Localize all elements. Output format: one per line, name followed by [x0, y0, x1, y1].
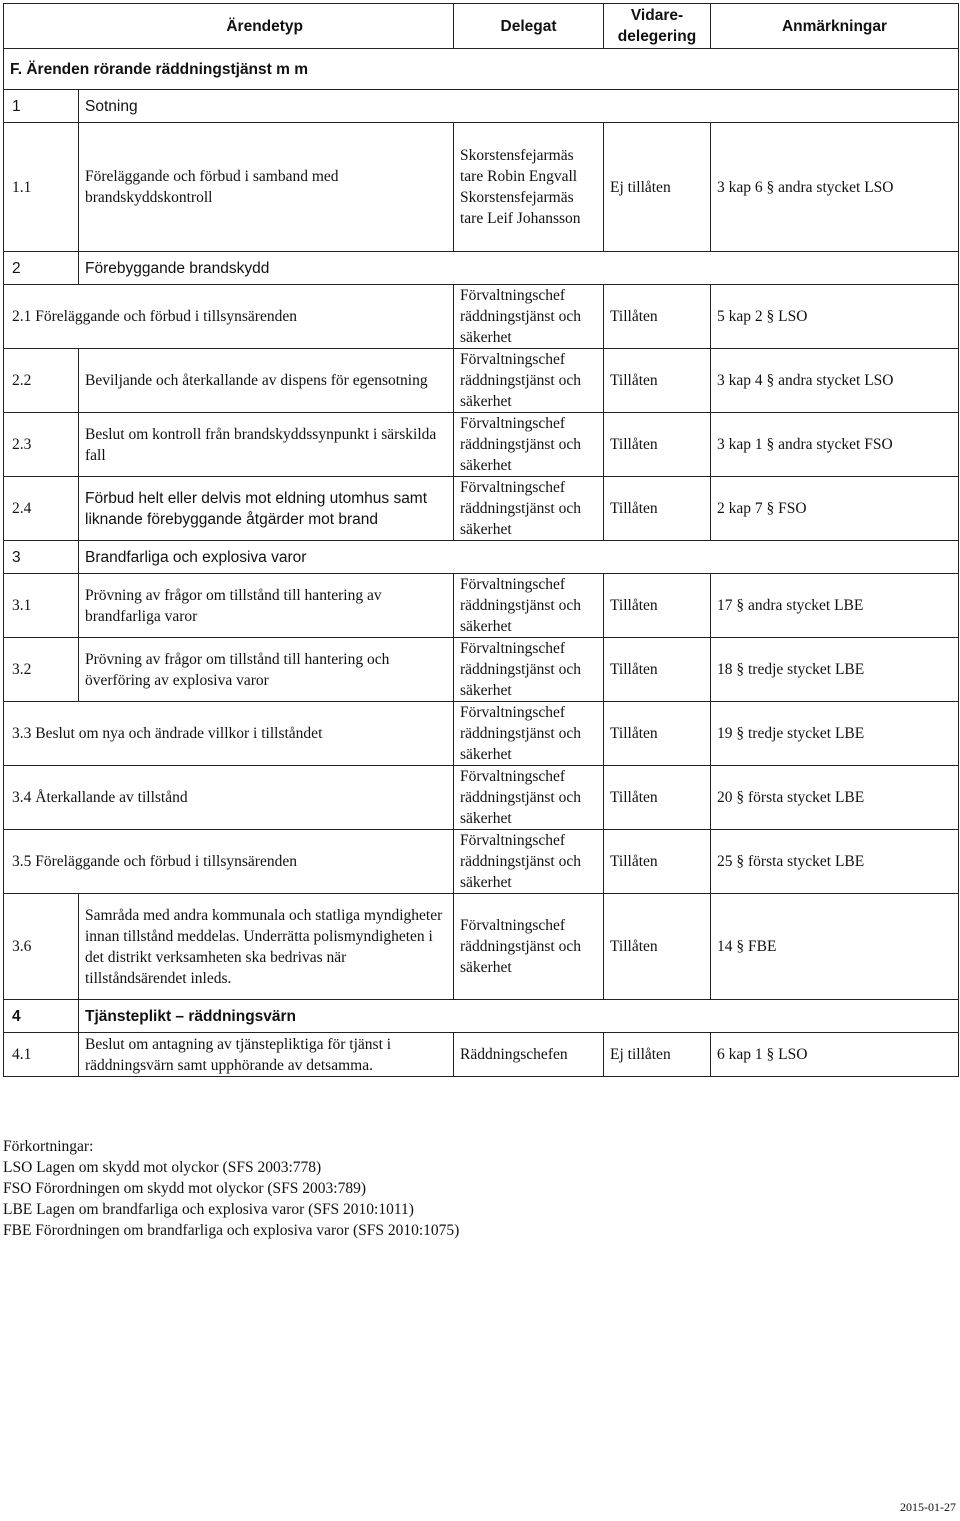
row-vidaredelegering: Tillåten — [604, 702, 711, 766]
table-row — [4, 574, 959, 638]
abbreviation-line: FSO Förordningen om skydd mot olyckor (SFS 2003:789) — [3, 1180, 366, 1197]
row-number: 3.3 — [12, 725, 32, 742]
row-vidaredelegering: Ej tillåten — [604, 1033, 711, 1077]
row-vidaredelegering: Ej tillåten — [604, 123, 711, 252]
page-title: F. Ärenden rörande räddningstjänst m m — [4, 49, 959, 90]
table-row — [4, 477, 959, 541]
row-delegat: Förvaltningschef räddningstjänst och säkerhet — [454, 413, 604, 477]
title-row — [4, 49, 959, 90]
row-delegat: Skorstensfejarmäs tare Robin Engvall Skorstensfejarmäs tare Leif Johansson — [454, 123, 604, 252]
row-description: Beslut om kontroll från brandskyddssynpunkt i särskilda fall — [79, 413, 454, 477]
row-anmarkning: 14 § FBE — [711, 894, 959, 1000]
header-arendetyp: Ärendetyp — [4, 4, 454, 49]
abbreviations — [3, 1136, 459, 1241]
table-row — [4, 830, 959, 894]
delegation-table — [3, 3, 959, 1077]
abbreviations-heading: Förkortningar: — [3, 1138, 94, 1155]
header-vidaredelegering: Vidare- delegering — [604, 4, 711, 49]
section-row — [4, 252, 959, 285]
row-anmarkning: 20 § första stycket LBE — [711, 766, 959, 830]
document-date: 2015-01-27 — [900, 1500, 956, 1514]
row-anmarkning: 18 § tredje stycket LBE — [711, 638, 959, 702]
table-row — [4, 413, 959, 477]
section-label: Brandfarliga och explosiva varor — [79, 541, 959, 574]
row-number: 4.1 — [4, 1033, 79, 1077]
row-delegat: Förvaltningschef räddningstjänst och säkerhet — [454, 702, 604, 766]
row-vidaredelegering: Tillåten — [604, 285, 711, 349]
section-number: 1 — [4, 90, 79, 123]
row-vidaredelegering: Tillåten — [604, 349, 711, 413]
section-row — [4, 90, 959, 123]
section-label: Sotning — [79, 90, 959, 123]
row-vidaredelegering: Tillåten — [604, 574, 711, 638]
row-number: 2.3 — [4, 413, 79, 477]
row-description: 3.3 Beslut om nya och ändrade villkor i tillståndet — [4, 702, 454, 766]
table-row — [4, 702, 959, 766]
table-row — [4, 349, 959, 413]
row-delegat: Förvaltningschef räddningstjänst och säkerhet — [454, 830, 604, 894]
row-description: Prövning av frågor om tillstånd till hantering av brandfarliga varor — [79, 574, 454, 638]
row-vidaredelegering: Tillåten — [604, 830, 711, 894]
section-number: 4 — [4, 1000, 79, 1033]
row-anmarkning: 17 § andra stycket LBE — [711, 574, 959, 638]
row-description: Beviljande och återkallande av dispens för egensotning — [79, 349, 454, 413]
row-anmarkning: 3 kap 1 § andra stycket FSO — [711, 413, 959, 477]
abbreviation-line: LBE Lagen om brandfarliga och explosiva varor (SFS 2010:1011) — [3, 1201, 414, 1218]
row-number: 3.4 — [12, 789, 32, 806]
row-delegat: Förvaltningschef räddningstjänst och säkerhet — [454, 285, 604, 349]
row-anmarkning: 2 kap 7 § FSO — [711, 477, 959, 541]
section-row — [4, 1000, 959, 1033]
section-row — [4, 541, 959, 574]
row-number: 3.2 — [4, 638, 79, 702]
section-number: 2 — [4, 252, 79, 285]
row-vidaredelegering: Tillåten — [604, 477, 711, 541]
row-delegat: Förvaltningschef räddningstjänst och säkerhet — [454, 638, 604, 702]
row-number: 3.6 — [4, 894, 79, 1000]
table-row — [4, 123, 959, 252]
abbreviation-line: FBE Förordningen om brandfarliga och explosiva varor (SFS 2010:1075) — [3, 1222, 460, 1239]
row-description: Förbud helt eller delvis mot eldning utomhus samt liknande förebyggande åtgärder mot brand — [79, 477, 454, 541]
row-anmarkning: 25 § första stycket LBE — [711, 830, 959, 894]
header-row — [4, 4, 959, 49]
row-anmarkning: 6 kap 1 § LSO — [711, 1033, 959, 1077]
table-row — [4, 766, 959, 830]
table-row — [4, 638, 959, 702]
section-number: 3 — [4, 541, 79, 574]
row-number: 2.4 — [4, 477, 79, 541]
row-vidaredelegering: Tillåten — [604, 638, 711, 702]
row-number: 1.1 — [4, 123, 79, 252]
row-description: 3.5 Föreläggande och förbud i tillsynsärenden — [4, 830, 454, 894]
row-delegat: Förvaltningschef räddningstjänst och säkerhet — [454, 574, 604, 638]
row-description: Prövning av frågor om tillstånd till hantering och överföring av explosiva varor — [79, 638, 454, 702]
row-anmarkning: 19 § tredje stycket LBE — [711, 702, 959, 766]
section-label: Tjänsteplikt – räddningsvärn — [79, 1000, 959, 1033]
table-row — [4, 894, 959, 1000]
row-description: Föreläggande och förbud i samband med brandskyddskontroll — [79, 123, 454, 252]
abbreviation-line: LSO Lagen om skydd mot olyckor (SFS 2003:778) — [3, 1159, 322, 1176]
row-delegat: Förvaltningschef räddningstjänst och säkerhet — [454, 349, 604, 413]
row-delegat: Förvaltningschef räddningstjänst och säkerhet — [454, 477, 604, 541]
row-delegat: Förvaltningschef räddningstjänst och säkerhet — [454, 894, 604, 1000]
row-number: 2.1 — [12, 308, 32, 325]
row-number: 3.5 — [12, 853, 32, 870]
section-label: Förebyggande brandskydd — [79, 252, 959, 285]
row-description: Beslut om antagning av tjänstepliktiga för tjänst i räddningsvärn samt upphörande av detsamma. — [79, 1033, 454, 1077]
row-number: 2.2 — [4, 349, 79, 413]
row-description: 2.1 Föreläggande och förbud i tillsynsärenden — [4, 285, 454, 349]
row-anmarkning: 5 kap 2 § LSO — [711, 285, 959, 349]
row-delegat: Förvaltningschef räddningstjänst och säkerhet — [454, 766, 604, 830]
row-vidaredelegering: Tillåten — [604, 413, 711, 477]
table-row — [4, 1033, 959, 1077]
row-number: 3.1 — [4, 574, 79, 638]
header-anmarkningar: Anmärkningar — [711, 4, 959, 49]
row-vidaredelegering: Tillåten — [604, 894, 711, 1000]
row-description: 3.4 Återkallande av tillstånd — [4, 766, 454, 830]
row-description: Samråda med andra kommunala och statliga myndigheter innan tillstånd meddelas. Underrätta polismyndigheten i det distrikt verksamheten ska bedrivas när tillståndsärendet inleds. — [79, 894, 454, 1000]
row-vidaredelegering: Tillåten — [604, 766, 711, 830]
table-row — [4, 285, 959, 349]
row-anmarkning: 3 kap 4 § andra stycket LSO — [711, 349, 959, 413]
header-delegat: Delegat — [454, 4, 604, 49]
row-delegat: Räddningschefen — [454, 1033, 604, 1077]
row-anmarkning: 3 kap 6 § andra stycket LSO — [711, 123, 959, 252]
